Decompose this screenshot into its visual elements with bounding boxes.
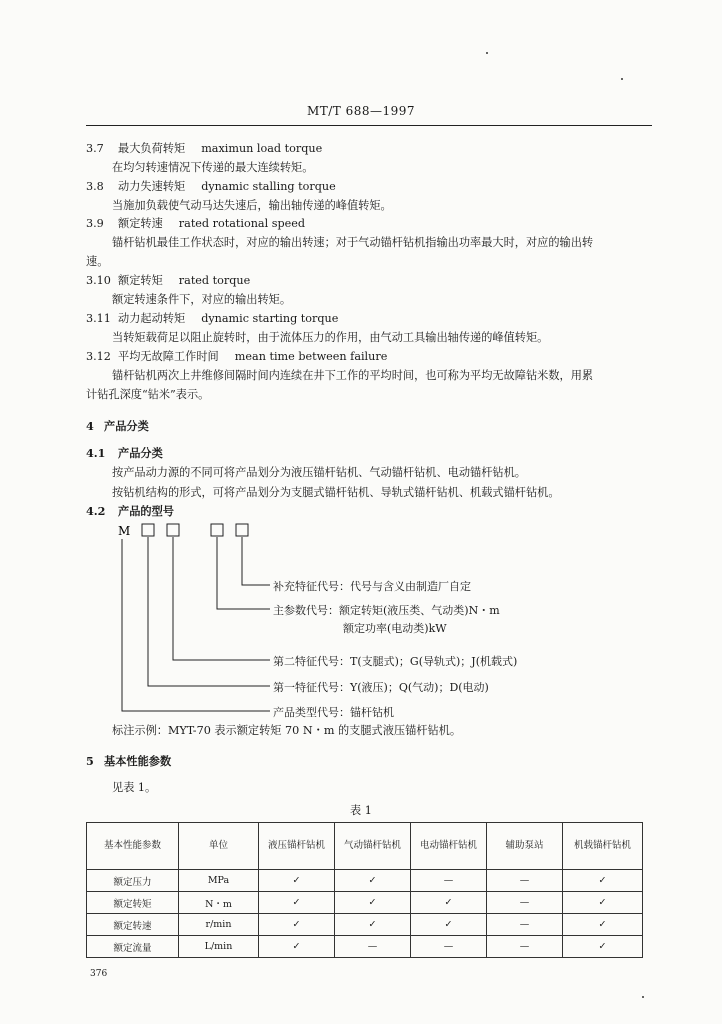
applicability-cell: — — [411, 870, 487, 892]
definition-term: 最大负荷转矩 — [118, 142, 186, 155]
applicability-cell: ✓ — [335, 870, 411, 892]
table-header-cell: 辅助泵站 — [487, 823, 563, 870]
scan-speck — [642, 996, 644, 998]
section-4-2-num: 4.2 — [86, 504, 106, 518]
page-number: 376 — [90, 969, 108, 979]
label-product-type-code: 产品类型代号：锚杆钻机 — [273, 706, 394, 719]
unit-cell: MPa — [179, 870, 259, 892]
definition-text: 额定转速条件下，对应的输出转矩。 — [112, 293, 292, 306]
applicability-cell: — — [487, 892, 563, 914]
definition-english-term: mean time between failure — [234, 350, 388, 363]
applicability-cell: — — [487, 914, 563, 936]
section-5-num: 5 — [86, 754, 94, 768]
scan-speck — [486, 52, 488, 54]
section-4-1-para-2: 按钻机结构的形式，可将产品划分为支腿式锚杆钻机、导轨式锚杆钻机、机载式锚杆钻机。 — [112, 486, 560, 499]
section-4-2-heading: 产品的型号 — [118, 504, 174, 518]
table-row — [87, 892, 643, 914]
unit-cell: L/min — [179, 936, 259, 958]
designation-example: 标注示例：MYT-70 表示额定转矩 70 N・m 的支腿式液压锚杆钻机。 — [112, 724, 462, 737]
code-box-2 — [167, 524, 179, 536]
definition-number: 3.8 — [86, 180, 104, 193]
applicability-cell: ✓ — [335, 914, 411, 936]
parameter-name-cell: 额定流量 — [87, 936, 179, 958]
scan-speck — [621, 78, 623, 80]
applicability-cell: ✓ — [259, 870, 335, 892]
leader-first-feature — [148, 537, 270, 686]
unit-cell: r/min — [179, 914, 259, 936]
parameter-name-cell: 额定转速 — [87, 914, 179, 936]
table-row — [87, 936, 643, 958]
table-header-cell: 气动锚杆钻机 — [335, 823, 411, 870]
table-header-cell: 液压锚杆钻机 — [259, 823, 335, 870]
table-header-cell: 基本性能参数 — [87, 823, 179, 870]
definition-english-term: rated rotational speed — [178, 217, 306, 230]
label-second-feature-code: 第二特征代号：T(支腿式)；G(导轨式)；J(机载式) — [273, 655, 518, 668]
definition-text: 当转矩载荷足以阻止旋转时，由于流体压力的作用，由气动工具输出轴传递的峰值转矩。 — [112, 331, 549, 344]
table-caption: 表 1 — [350, 804, 372, 817]
definition-english-term: rated torque — [178, 274, 251, 287]
section-5-heading: 基本性能参数 — [104, 754, 172, 768]
section-4-heading: 产品分类 — [104, 419, 149, 433]
section-4-1-heading: 产品分类 — [118, 446, 163, 460]
table-header-row — [87, 823, 643, 870]
applicability-cell: ✓ — [411, 892, 487, 914]
definition-text-continued: 速。 — [86, 255, 109, 268]
leader-main-param — [217, 537, 270, 609]
applicability-cell: — — [487, 870, 563, 892]
applicability-cell: ✓ — [411, 914, 487, 936]
definition-term: 平均无故障工作时间 — [118, 350, 219, 363]
see-table-note: 见表 1。 — [112, 781, 157, 794]
definition-text: 在均匀转速情况下传递的最大连续转矩。 — [112, 161, 314, 174]
standard-code-header: MT/T 688—1997 — [306, 104, 416, 118]
applicability-cell: ✓ — [563, 936, 643, 958]
label-supplement-code: 补充特征代号：代号与含义由制造厂自定 — [273, 580, 471, 593]
definition-english-term: maximun load torque — [201, 142, 323, 155]
performance-parameters-table — [86, 822, 643, 958]
definition-number: 3.9 — [86, 217, 104, 230]
applicability-cell: ✓ — [259, 936, 335, 958]
unit-cell: N・m — [179, 892, 259, 914]
table-header-cell: 电动锚杆钻机 — [411, 823, 487, 870]
definition-english-term: dynamic stalling torque — [201, 180, 336, 193]
parameter-name-cell: 额定转矩 — [87, 892, 179, 914]
applicability-cell: ✓ — [259, 914, 335, 936]
code-box-4 — [236, 524, 248, 536]
code-box-3 — [211, 524, 223, 536]
definition-number: 3.12 — [86, 350, 111, 363]
table-row — [87, 870, 643, 892]
definition-term: 动力失速转矩 — [118, 180, 186, 193]
table-header-cell: 机载锚杆钻机 — [563, 823, 643, 870]
definition-text-continued: 计钻孔深度“钻米”表示。 — [86, 388, 210, 401]
applicability-cell: ✓ — [563, 914, 643, 936]
applicability-cell: ✓ — [335, 892, 411, 914]
applicability-cell: ✓ — [259, 892, 335, 914]
definition-term: 动力起动转矩 — [118, 312, 186, 325]
applicability-cell: ✓ — [563, 892, 643, 914]
code-box-1 — [142, 524, 154, 536]
definition-text: 当施加负载使气动马达失速后，输出轴传递的峰值转矩。 — [112, 199, 392, 212]
leader-second-feature — [173, 537, 270, 660]
definition-number: 3.11 — [86, 312, 111, 325]
definition-text: 锚杆钻机最佳工作状态时，对应的输出转速；对于气动锚杆钻机指输出功率最大时，对应的输出转 — [112, 236, 594, 249]
definition-term: 额定转矩 — [118, 274, 163, 287]
leader-product-type — [122, 539, 270, 711]
definition-text: 锚杆钻机两次上井维修间隔时间内连续在井下工作的平均时间，也可称为平均无故障钻米数，用累 — [112, 369, 594, 382]
label-main-param-code: 主参数代号：额定转矩(液压类、气动类)N・m — [273, 604, 500, 617]
applicability-cell: ✓ — [563, 870, 643, 892]
applicability-cell: — — [487, 936, 563, 958]
table-body — [87, 870, 643, 958]
label-first-feature-code: 第一特征代号：Y(液压)；Q(气动)；D(电动) — [273, 681, 489, 694]
definition-term: 额定转速 — [118, 217, 163, 230]
label-main-param-code-2: 额定功率(电动类)kW — [343, 622, 447, 635]
leader-supplement — [242, 537, 270, 585]
section-4-1-para-1: 按产品动力源的不同可将产品划分为液压锚杆钻机、气动锚杆钻机、电动锚杆钻机。 — [112, 466, 526, 479]
definition-number: 3.10 — [86, 274, 111, 287]
model-prefix-letter: M — [118, 524, 131, 538]
definition-english-term: dynamic starting torque — [201, 312, 339, 325]
definition-number: 3.7 — [86, 142, 104, 155]
parameter-name-cell: 额定压力 — [87, 870, 179, 892]
table-header-cell: 单位 — [179, 823, 259, 870]
applicability-cell: — — [411, 936, 487, 958]
applicability-cell: — — [335, 936, 411, 958]
table-row — [87, 914, 643, 936]
section-4-1-num: 4.1 — [86, 446, 106, 460]
section-4-num: 4 — [86, 419, 94, 433]
